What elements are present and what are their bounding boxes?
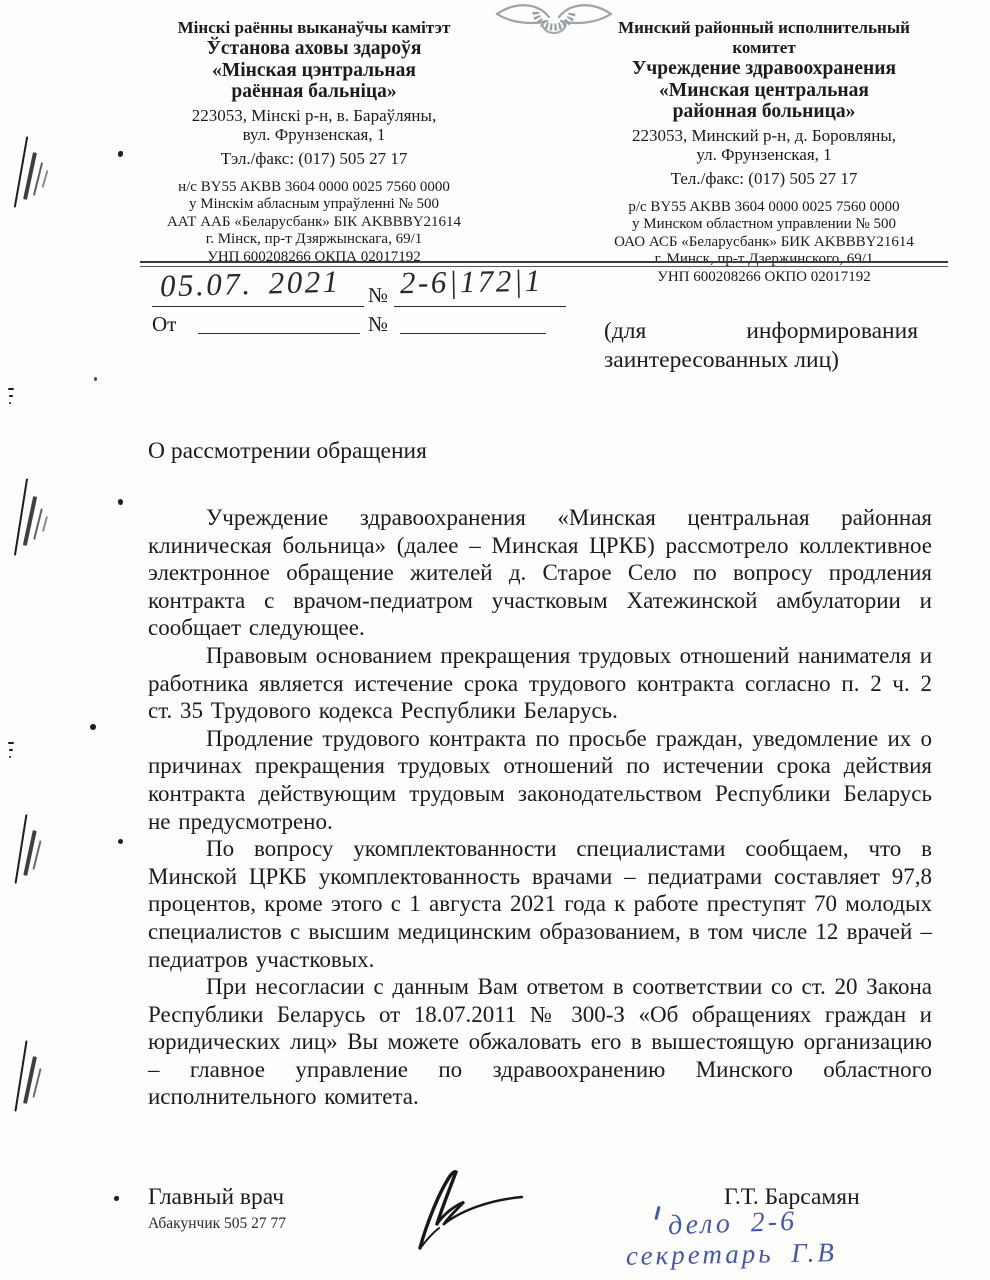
scan-dot bbox=[118, 499, 123, 505]
resolution-note-line1: дело 2-6 bbox=[667, 1205, 798, 1242]
address-by-1: 223053, Мінскі р-н, в. Бараўляны, bbox=[191, 105, 437, 125]
scan-dot bbox=[94, 377, 97, 381]
letterhead-belarusian bbox=[140, 18, 488, 266]
signer-name: Г.Т. Барсамян bbox=[724, 1184, 860, 1210]
bank-branch-by: у Мінскім абласным упраўленні № 500 bbox=[188, 196, 440, 213]
org-name-by-1: Ўстанова аховы здароўя bbox=[206, 38, 422, 59]
resolution-note-line2: секретарь Г.В bbox=[625, 1237, 838, 1271]
bank-branch-ru: у Минском областном управлении № 500 bbox=[632, 216, 896, 233]
bank-name-ru: ОАО АСБ «Беларусбанк» БИК AKBBBY21614 bbox=[614, 233, 914, 250]
signature-scrawl bbox=[392, 1164, 552, 1254]
paragraph: Учреждение здравоохранения «Минская центральная районная клиническая больница» (далее – Минская ЦРКБ) рассмотрело коллективное электронное обращение жителей д. Старое Село по вопросу продления контракта с врачом-педиатром участковым Хатежинской амбулатории и сообщает следующее. bbox=[148, 505, 932, 641]
org-name-by-3: раённая бальніца» bbox=[231, 81, 397, 102]
subject-line: О рассмотрении обращения bbox=[148, 438, 427, 464]
bank-codes-by: УНП 600208266 ОКПА 02017192 bbox=[207, 248, 421, 265]
number-underline bbox=[394, 306, 566, 307]
scan-dot bbox=[118, 151, 123, 157]
paragraph: Продление трудового контракта по просьбе граждан, уведомление их о причинах прекращения трудовых отношений по истечении срока действия контракта действующим трудовым законодательством Республики Беларусь не предусмотрено. bbox=[148, 725, 932, 834]
executor-contact: Абакунчик 505 27 77 bbox=[148, 1215, 287, 1232]
date-underline bbox=[152, 306, 364, 307]
from-label: От bbox=[152, 312, 177, 336]
address-ru-2: ул. Фрунзенская, 1 bbox=[696, 145, 832, 164]
handwritten-number: 2-6|172|1 bbox=[399, 262, 544, 301]
address-by-2: вул. Фрунзенская, 1 bbox=[242, 125, 386, 144]
scan-dot bbox=[118, 839, 123, 844]
signer-title: Главный врач bbox=[148, 1184, 285, 1210]
incoming-number-underline bbox=[400, 333, 546, 334]
bank-name-by: ААТ ААБ «Беларусбанк» БІК AKBBBY21614 bbox=[166, 213, 462, 230]
org-name-ru-3: районная больница» bbox=[672, 101, 856, 122]
bank-details-ru bbox=[588, 199, 940, 287]
phone-by: Тэл./факс: (017) 505 27 17 bbox=[220, 148, 408, 168]
bank-address-by: г. Мінск, пр-т Дзяржынскага, 69/1 bbox=[205, 231, 423, 248]
scan-dot bbox=[114, 1196, 119, 1201]
bank-account-ru: р/с BY55 AKBB 3604 0000 0025 7560 0000 bbox=[628, 198, 900, 215]
paragraph: Правовым основанием прекращения трудовых отношений нанимателя и работника является истечение срока трудового контракта согласно п. 2 ч. 2 ст. 35 Трудового кодекса Республики Беларусь. bbox=[148, 642, 932, 724]
letterhead-russian bbox=[588, 18, 940, 286]
handwritten-date: 05.07. 2021 bbox=[159, 263, 342, 304]
from-underline bbox=[198, 333, 360, 334]
bank-codes-ru: УНП 600208266 ОКПО 02017192 bbox=[657, 268, 871, 285]
letter-body bbox=[148, 504, 932, 1111]
scan-dot bbox=[90, 724, 96, 730]
bank-account-by: н/с BY55 AKBB 3604 0000 0025 7560 0000 bbox=[178, 178, 450, 195]
org-name-ru-1: Учреждение здравоохранения bbox=[631, 58, 897, 79]
number-sign-label-2: № bbox=[368, 312, 389, 336]
paragraph: При несогласии с данным Вам ответом в соответствии со ст. 20 Закона Республики Беларусь от 18.07.2011 № 300-З «Об обращениях граждан и юридических лиц» Вы можете обжаловать его в вышестоящую организацию – главное управление по здравоохранению Минского областного исполнительного комитета. bbox=[148, 974, 932, 1110]
committee-name-by: Мінскі раённы выканаўчы камітэт bbox=[177, 18, 451, 37]
resolution-tick-mark bbox=[654, 1206, 660, 1220]
address-ru-1: 223053, Минский р-н, д. Боровляны, bbox=[631, 125, 897, 145]
committee-name-ru: Минский районный исполнительный комитет bbox=[618, 18, 910, 57]
number-sign-label: № bbox=[368, 283, 389, 307]
org-name-by-2: «Мінская цэнтральная bbox=[212, 59, 416, 81]
paragraph: По вопросу укомплектованности специалистами сообщаем, что в Минской ЦРКБ укомплектованность врачами – педиатрами составляет 97,8 процентов, кроме этого с 1 августа 2021 года к работе преступят 70 молодых специалистов с высшим медицинским образованием, в том числе 12 врачей – педиатров участковых. bbox=[148, 836, 932, 972]
bank-details-by bbox=[140, 179, 488, 267]
addressee-note: (для информирования заинтересованных лиц) bbox=[604, 318, 918, 373]
bank-address-ru: г. Минск, пр-т Дзержинского, 69/1 bbox=[654, 251, 874, 268]
phone-ru: Тел./факс: (017) 505 27 17 bbox=[670, 168, 858, 188]
org-name-ru-2: «Минская центральная bbox=[659, 79, 869, 101]
